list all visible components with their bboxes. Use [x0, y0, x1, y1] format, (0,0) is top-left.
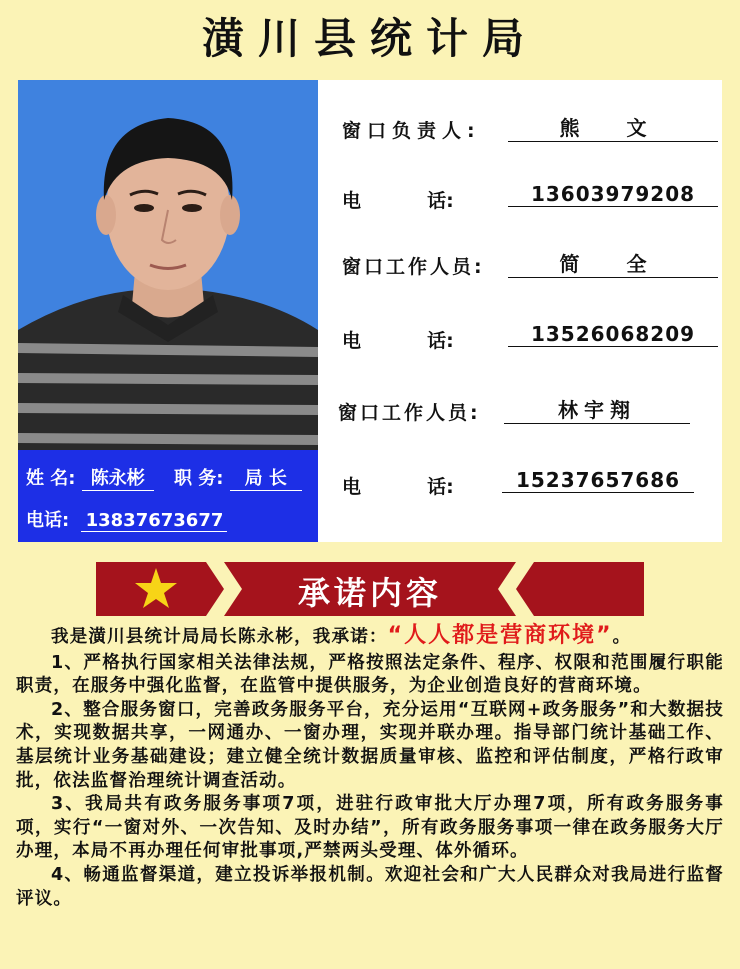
window-head-label: 窗口负责人:: [342, 120, 481, 142]
window-contacts-card: [318, 80, 722, 542]
commitment-item-1: 1、严格执行国家相关法律法规，严格按照法定条件、程序、权限和范围履行职能职责，在服务中强化监督，在监管中提供服务，为企业创造良好的营商环境。: [16, 652, 724, 697]
commitment-item-3: 3、我局共有政务服务事项7项，进驻行政审批大厅办理7项，所有政务服务事项，实行“一窗对外、一次告知、及时办结”，所有政务服务事项一律在政务服务大厅办理，本局不再办理任何审批事项,严禁两头受理、体外循环。: [16, 794, 724, 862]
window-staff1-phone-label: 电 话:: [342, 330, 454, 352]
window-staff1-row: [342, 252, 667, 279]
window-staff2-row: [338, 398, 636, 425]
window-staff1-label: 窗口工作人员:: [342, 256, 485, 278]
window-head-name: 熊 文: [508, 112, 718, 142]
director-name-label: 姓 名:: [26, 468, 76, 489]
director-position-label: 职 务:: [174, 468, 224, 489]
intro-end: 。: [612, 627, 632, 647]
window-staff2-label: 窗口工作人员:: [338, 402, 481, 424]
window-staff1-name: 简 全: [508, 248, 718, 278]
window-staff2-phone-label: 电 话:: [342, 476, 454, 498]
slogan: “人人都是营商环境”: [387, 623, 613, 648]
director-name-row: [26, 464, 302, 491]
director-position: 局 长: [230, 464, 302, 491]
commitment-item-2: 2、整合服务窗口，完善政务服务平台，充分运用“互联网+政务服务”和大数据技术，实现数据共享，一网通办、一窗办理，实现并联办理。指导部门统计基础工作、基层统计业务基础建设；建立健全统计数据质量审核、监控和评估制度，严格行政审批，依法监督治理统计调查活动。: [16, 699, 724, 791]
director-phone-label: 电话:: [26, 510, 70, 531]
window-head-phone-label: 电 话:: [342, 190, 454, 212]
director-name-plate: [18, 450, 318, 542]
director-phone-row: [26, 506, 227, 532]
director-phone: 13837673677: [81, 510, 227, 532]
page-title: 潢川县统计局: [201, 14, 538, 63]
window-head-phone: 13603979208: [508, 182, 718, 207]
commitment-item-4: 4、畅通监督渠道，建立投诉举报机制。欢迎社会和广大人民群众对我局进行监督评议。: [16, 864, 724, 909]
window-staff2-phone-row: [342, 468, 681, 499]
director-photo: [18, 80, 318, 450]
commitment-banner: [96, 562, 644, 616]
window-head-phone-row: [342, 182, 696, 213]
banner-title: 承诺内容: [297, 574, 442, 612]
commitment-content: [16, 624, 724, 911]
window-staff2-name: 林宇翔: [504, 394, 690, 424]
director-card: [18, 80, 318, 542]
director-name: 陈永彬: [82, 464, 154, 491]
window-staff2-phone: 15237657686: [502, 468, 694, 493]
window-staff1-phone-row: [342, 322, 696, 353]
window-head-row: [342, 116, 667, 143]
intro-text: 我是潢川县统计局局长陈永彬，我承诺：: [51, 627, 388, 647]
commitment-intro: [16, 624, 724, 650]
window-staff1-phone: 13526068209: [508, 322, 718, 347]
